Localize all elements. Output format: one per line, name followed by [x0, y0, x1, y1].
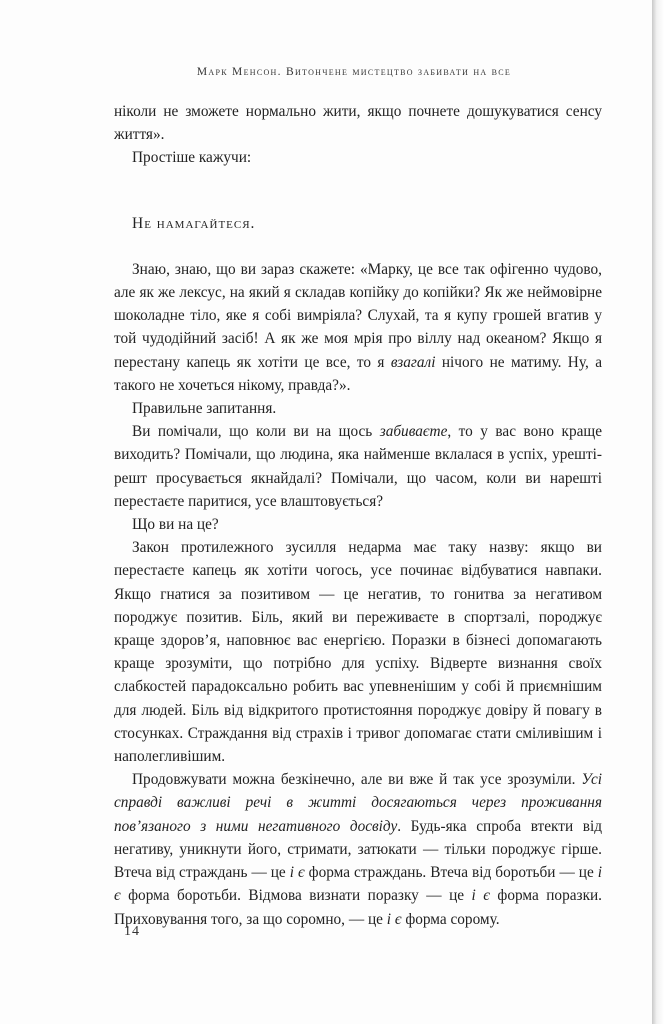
italic-text: взагалі — [390, 353, 436, 371]
text-run: Ви помічали, що коли ви на щось — [132, 423, 380, 441]
page-number: 14 — [124, 924, 140, 939]
text-run: Продовжувати можна безкінечно, але ви вже й так усе зрозуміли. — [132, 771, 582, 789]
italic-text: і є — [114, 864, 602, 905]
italic-text: і є — [386, 910, 402, 928]
text-run: , то у вас воно краще виходить? Помічали, що людина, яка найменше вклалася в успіх, урешті-решт просувається якнайдалі? Помічали, що часом, коли ви нарешті перестаєте паритися, усе влаштовується? — [114, 423, 602, 510]
paragraph — [114, 420, 602, 513]
body-text — [114, 100, 602, 931]
italic-text: і є — [471, 887, 490, 905]
text-run: . Будь-яка спроба втекти від негативу, уникнути його, стримати, затюкати — тільки породжує гірше. Втеча від страждань — це — [114, 817, 602, 882]
paragraph: ніколи не зможете нормально жити, якщо почнете дошукуватися сенсу життя». — [114, 103, 602, 144]
emphasis-line: Не намагайтеся. — [132, 214, 256, 232]
text-run: форма страждань. Втеча від боротьби — це — [304, 864, 598, 882]
text-run: форма сорому. — [401, 910, 500, 928]
italic-text: забиваєте — [379, 423, 448, 441]
paragraph — [114, 258, 602, 397]
page-edge — [652, 0, 664, 1024]
italic-text: Усі справді важливі речі в житті досягаються через проживання пов’язаного з ними негативного досвіду — [114, 771, 602, 835]
paragraph: Що ви на це? — [132, 516, 219, 534]
paragraph: Простіше кажучи: — [132, 149, 252, 167]
paragraph: Закон протилежного зусилля недарма має таку назву: якщо ви перестаєте капець як хотіти чогось, усе починає відбуватися навпаки. Якщо гнатися за позитивом — це негатив, то гонитва за негативом породжує позитив. Біль, який ви переживаєте в спортзалі, породжує краще здоров’я, наповнює вас енергією. Поразки в бізнесі допомагають краще зрозуміти, що потрібно для успіху. Відверте визнання своїх слабкостей парадоксально робить вас упевненішим у собі й приємнішим для людей. Біль від відкритого протистояння породжує довіру й повагу в стосунках. Страждання від страхів і тривог допомагає стати сміливішим і наполегливішим. — [114, 539, 602, 766]
running-head: Марк Менсон. Витончене мистецтво забивати на все — [196, 66, 512, 78]
text-run: нічого не матиму. Ну, а такого не хочеться нікому, правда?». — [114, 353, 602, 394]
italic-text: і є — [289, 864, 305, 882]
paragraph: Правильне запитання. — [132, 400, 277, 418]
paragraph — [114, 768, 602, 930]
text-run: Знаю, знаю, що ви зараз скажете: «Марку, це все так офігенно чудово, але як же лексус, на який я складав копійку до копійки? Як же неймовірне шоколадне тіло, яке я собі вимріяла? Слухай, та я купу грошей вгатив у той чудодійний засіб! А як же моя мрія про віллу над океаном? Якщо я перестану капець як хотіти це все, то я — [114, 260, 602, 371]
text-run: форма боротьби. Відмова визнати поразку — це — [120, 887, 472, 905]
text-run: форма поразки. Приховування того, за що соромно, — це — [114, 887, 603, 928]
